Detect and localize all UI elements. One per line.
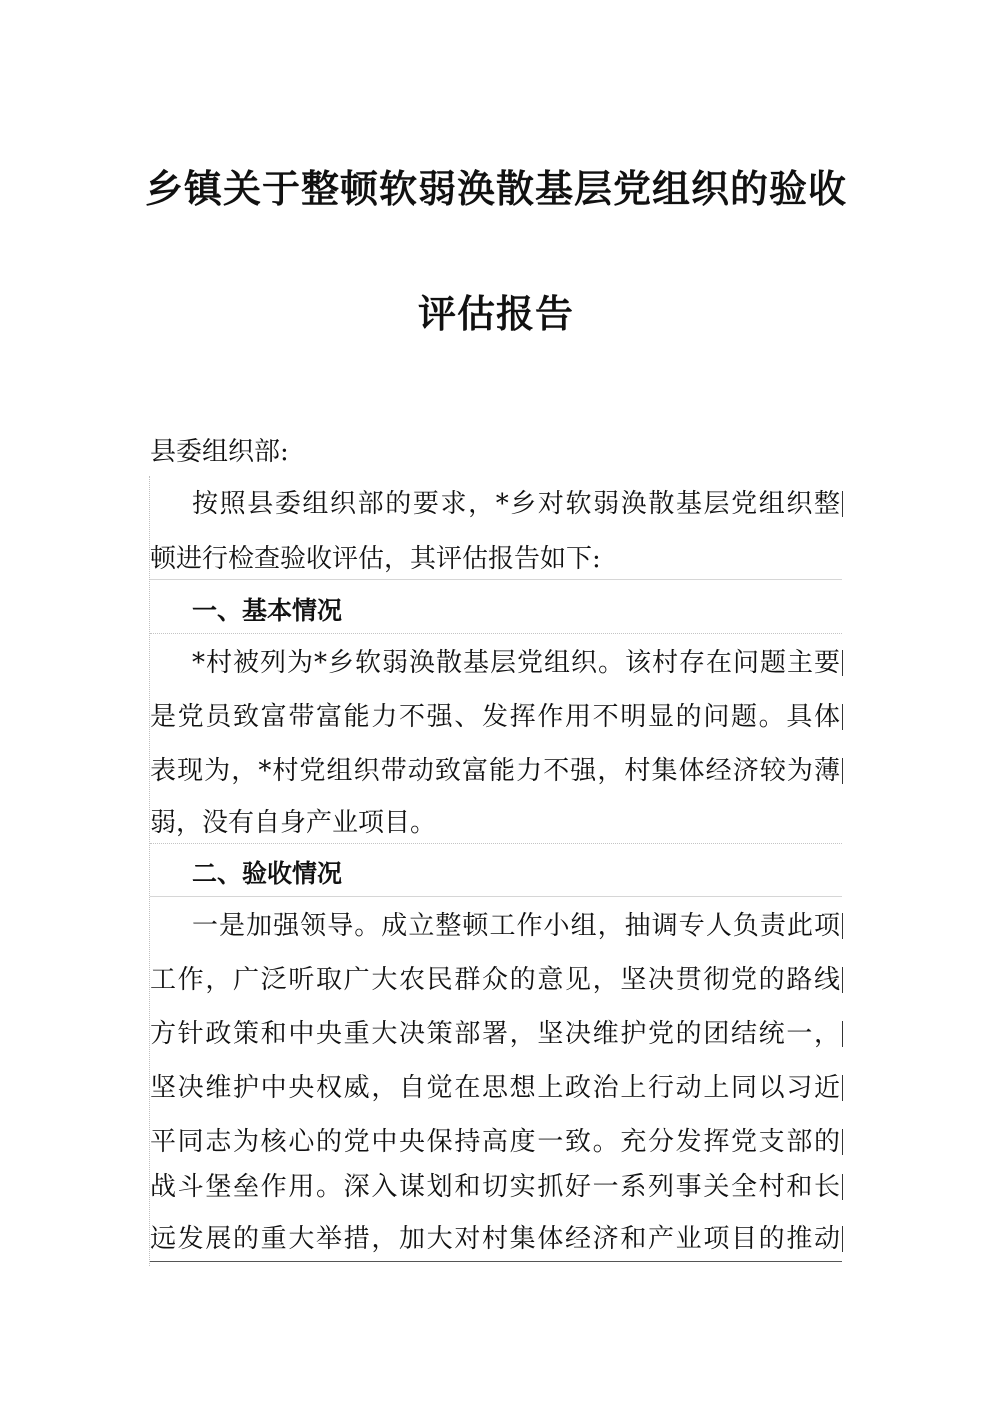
margin-tick xyxy=(842,491,843,517)
margin-tick xyxy=(842,967,843,993)
section2-line: 平同志为核心的党中央保持高度一致。充分发挥党支部的 xyxy=(150,1127,840,1157)
section2-line: 战斗堡垒作用。深入谋划和切实抓好一系列事关全村和长 xyxy=(150,1172,840,1202)
salutation: 县委组织部: xyxy=(150,437,289,467)
section2-line: 一是加强领导。成立整顿工作小组，抽调专人负责此项 xyxy=(192,911,840,941)
margin-tick xyxy=(842,1075,843,1101)
document-title-line-1: 乡镇关于整顿软弱涣散基层党组织的验收 xyxy=(144,167,847,211)
line-separator xyxy=(150,843,842,844)
intro-line: 按照县委组织部的要求，*乡对软弱涣散基层党组织整 xyxy=(192,489,840,519)
margin-tick xyxy=(842,1174,843,1200)
intro-line: 顿进行检查验收评估，其评估报告如下: xyxy=(150,544,601,574)
margin-tick xyxy=(842,758,843,784)
document-title-line-2: 评估报告 xyxy=(417,292,574,336)
section1-line: 表现为，*村党组织带动致富能力不强，村集体经济较为薄 xyxy=(150,756,840,786)
line-separator xyxy=(150,1261,842,1262)
section-heading-basic: 一、基本情况 xyxy=(192,596,343,625)
margin-tick xyxy=(842,1226,843,1252)
section1-line: 是党员致富带富能力不强、发挥作用不明显的问题。具体 xyxy=(150,702,840,732)
section2-line: 远发展的重大举措，加大对村集体经济和产业项目的推动 xyxy=(150,1224,840,1254)
section1-line: 弱，没有自身产业项目。 xyxy=(150,808,437,838)
line-separator xyxy=(150,633,842,634)
section2-line: 工作，广泛听取广大农民群众的意见，坚决贯彻党的路线 xyxy=(150,965,840,995)
line-separator xyxy=(150,579,842,580)
section2-line: 方针政策和中央重大决策部署，坚决维护党的团结统一， xyxy=(150,1019,840,1049)
section2-line: 坚决维护中央权威，自觉在思想上政治上行动上同以习近 xyxy=(150,1073,840,1103)
section-heading-acceptance: 二、验收情况 xyxy=(192,859,343,888)
margin-tick xyxy=(842,1129,843,1155)
margin-tick xyxy=(842,913,843,939)
margin-tick xyxy=(842,650,843,676)
section1-line: *村被列为*乡软弱涣散基层党组织。该村存在问题主要 xyxy=(192,648,840,678)
line-separator xyxy=(150,896,842,897)
margin-tick xyxy=(842,1021,843,1047)
margin-tick xyxy=(842,704,843,730)
